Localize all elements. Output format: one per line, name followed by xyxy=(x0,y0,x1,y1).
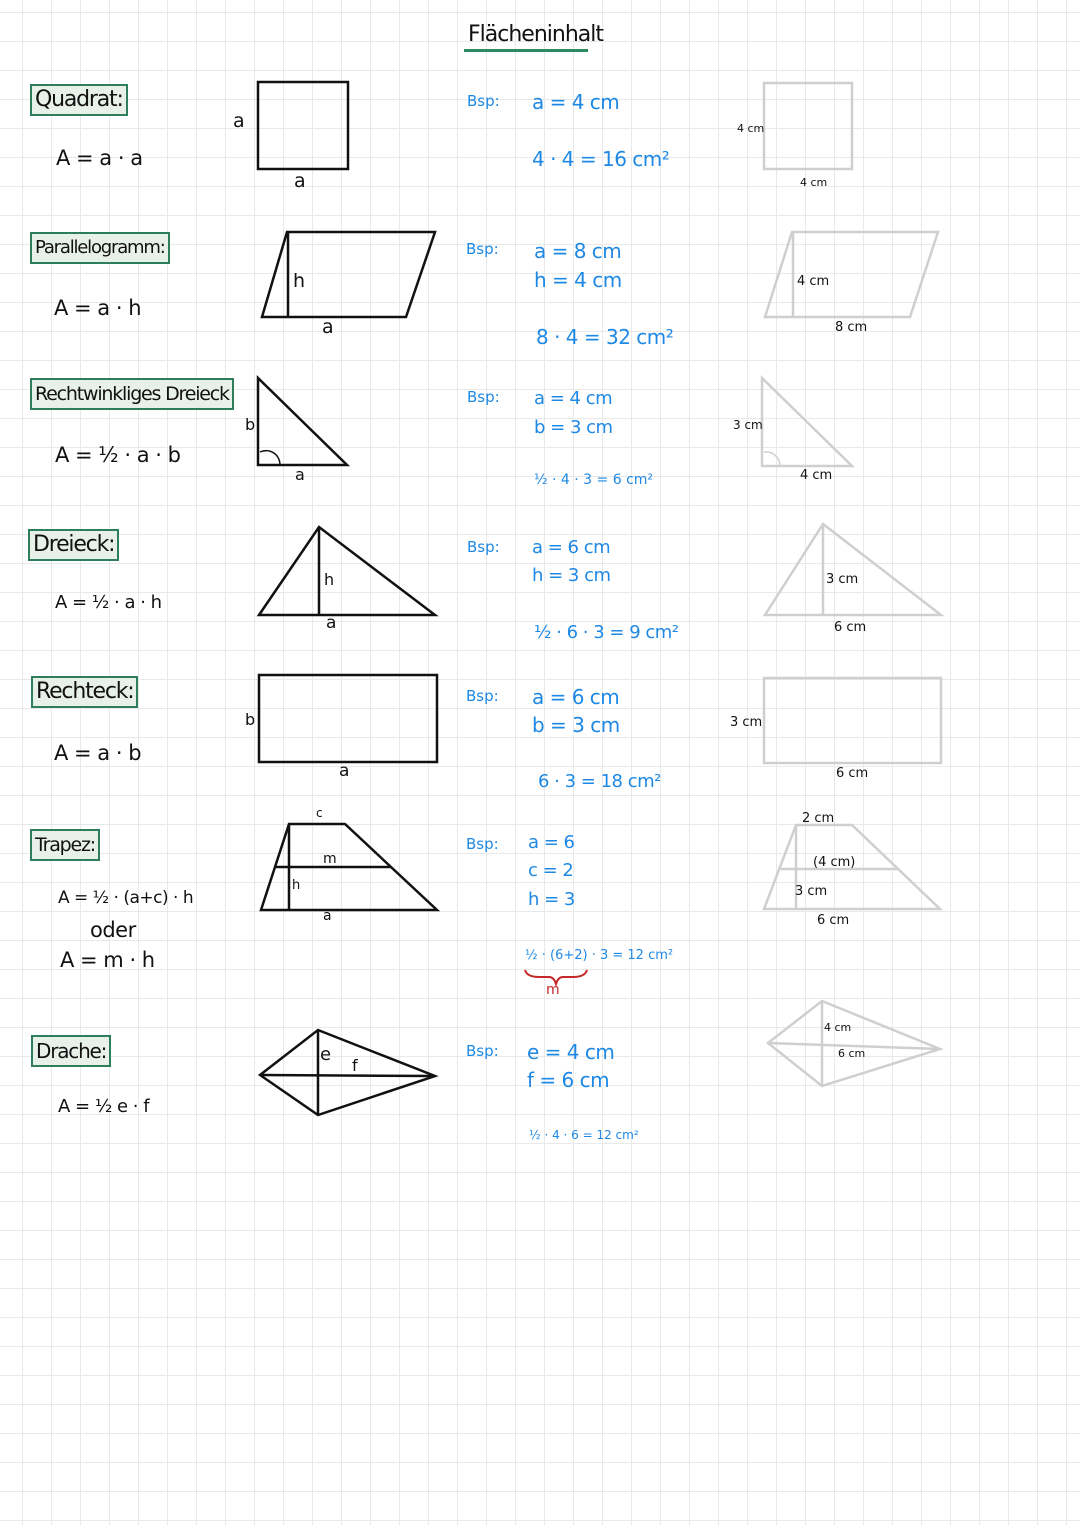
heading-trapez: Trapez: xyxy=(30,829,100,861)
bsp-label: Bsp: xyxy=(467,92,500,110)
formula-trapez-oder: oder xyxy=(90,918,136,942)
example-line: a = 6 cm xyxy=(532,537,611,558)
example-line: f = 6 cm xyxy=(527,1068,610,1092)
formula-trapez-alt: A = m · h xyxy=(60,948,155,972)
sketch-label: 3 cm xyxy=(733,418,763,432)
sketch-label: 4 cm xyxy=(824,1021,852,1034)
label-a: a xyxy=(295,465,305,484)
heading-dreieck: Dreieck: xyxy=(28,529,119,561)
sketch-label: 4 cm xyxy=(797,274,830,289)
label-e: e xyxy=(320,1044,332,1065)
label-h: h xyxy=(324,570,335,589)
label-b: b xyxy=(245,415,256,434)
sketch-label: 8 cm xyxy=(835,320,868,335)
right-triangle-example-sketch xyxy=(762,378,852,466)
parallelogram-example-sketch xyxy=(765,232,938,317)
example-line: a = 6 cm xyxy=(532,685,620,709)
example-line: b = 3 cm xyxy=(532,713,620,737)
example-line: h = 3 xyxy=(528,889,575,910)
sketch-label: 6 cm xyxy=(834,620,867,635)
heading-rechteck: Rechteck: xyxy=(31,676,138,708)
formula-rechtwinkliges-dreieck: A = ½ · a · b xyxy=(55,443,181,467)
bsp-label: Bsp: xyxy=(466,687,499,705)
example-result: 4 · 4 = 16 cm² xyxy=(532,147,670,171)
label-b: b xyxy=(245,710,256,729)
example-line: b = 3 cm xyxy=(534,417,613,438)
bsp-label: Bsp: xyxy=(467,388,500,406)
page-title: Flächeninhalt xyxy=(468,22,603,47)
heading-rechtwinkliges-dreieck: Rechtwinkliges Dreieck xyxy=(30,378,234,410)
triangle-example-sketch xyxy=(765,524,941,615)
sketch-label: 6 cm xyxy=(836,766,869,781)
label-a: a xyxy=(326,613,337,633)
bsp-label: Bsp: xyxy=(466,1042,499,1060)
formula-rechteck: A = a · b xyxy=(54,741,142,765)
sketch-label: 2 cm xyxy=(802,811,835,826)
example-line: c = 2 xyxy=(528,860,574,881)
example-result: 6 · 3 = 18 cm² xyxy=(538,771,661,792)
sketch-label: 3 cm xyxy=(795,884,828,899)
sketch-label: 4 cm xyxy=(800,468,833,483)
rectangle-shape xyxy=(259,675,437,762)
heading-drache: Drache: xyxy=(31,1035,111,1067)
example-line: e = 4 cm xyxy=(527,1040,615,1064)
sketch-label: 3 cm xyxy=(730,715,763,730)
sketch-label: 4 cm xyxy=(737,122,765,135)
formula-parallelogramm: A = a · h xyxy=(54,296,142,320)
formula-trapez: A = ½ · (a+c) · h xyxy=(58,888,194,908)
sketch-label: (4 cm) xyxy=(813,855,856,870)
example-result: ½ · 4 · 6 = 12 cm² xyxy=(529,1128,639,1142)
sketch-label: 3 cm xyxy=(826,572,859,587)
label-c: c xyxy=(316,806,323,820)
rectangle-example-sketch xyxy=(764,678,941,763)
example-line: h = 3 cm xyxy=(532,565,611,586)
heading-parallelogramm: Parallelogramm: xyxy=(30,232,170,264)
example-result: ½ · (6+2) · 3 = 12 cm² xyxy=(525,948,674,963)
label-base: a xyxy=(294,170,306,192)
square-example-sketch xyxy=(764,83,852,169)
label-h: h xyxy=(292,878,301,893)
bsp-label: Bsp: xyxy=(467,538,500,556)
formula-drache: A = ½ e · f xyxy=(58,1096,150,1117)
bsp-label: Bsp: xyxy=(466,835,499,853)
sketch-label: 6 cm xyxy=(838,1047,866,1060)
example-line: a = 4 cm xyxy=(532,90,620,114)
example-line: a = 8 cm xyxy=(534,239,622,263)
sketch-label: 6 cm xyxy=(817,913,850,928)
label-a: a xyxy=(339,761,350,781)
sketch-label: 4 cm xyxy=(800,176,828,189)
label-a: a xyxy=(323,908,332,924)
bsp-label: Bsp: xyxy=(466,240,499,258)
example-result: ½ · 6 · 3 = 9 cm² xyxy=(534,622,679,643)
label-h: h xyxy=(293,270,306,292)
square-shape xyxy=(258,82,348,169)
label-m: m xyxy=(323,851,337,867)
example-result: 8 · 4 = 32 cm² xyxy=(536,325,674,349)
formula-dreieck: A = ½ · a · h xyxy=(55,592,162,613)
example-line: a = 4 cm xyxy=(534,388,613,409)
brace-label-m: m xyxy=(546,982,560,998)
example-line: h = 4 cm xyxy=(534,268,622,292)
triangle-shape xyxy=(259,527,435,615)
example-result: ½ · 4 · 3 = 6 cm² xyxy=(534,472,654,488)
label-f: f xyxy=(352,1056,358,1075)
heading-quadrat: Quadrat: xyxy=(30,84,128,116)
label-side: a xyxy=(233,110,245,132)
formula-quadrat: A = a · a xyxy=(56,146,143,170)
label-a: a xyxy=(322,316,334,338)
kite-shape xyxy=(260,1030,435,1115)
example-line: a = 6 xyxy=(528,832,575,853)
